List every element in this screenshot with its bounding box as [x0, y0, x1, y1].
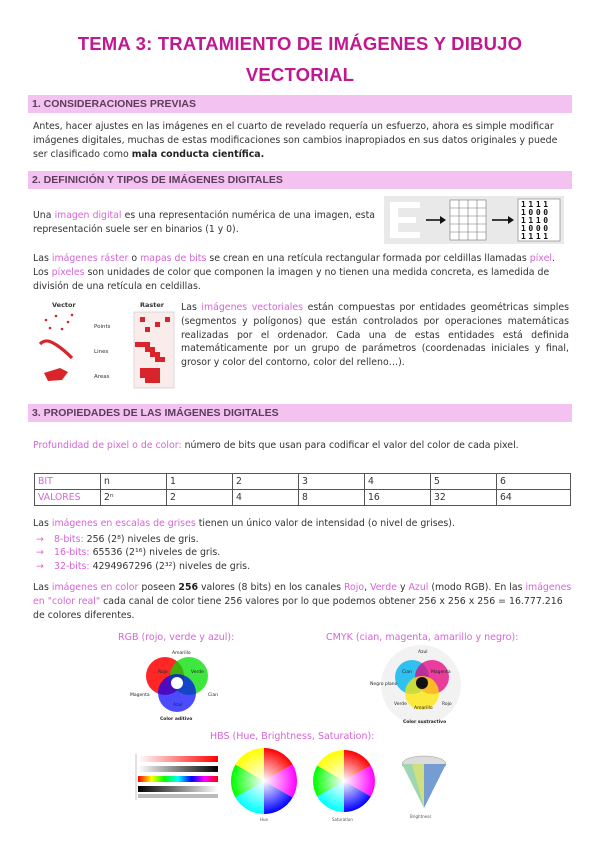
- hue-bar: [138, 776, 218, 782]
- color-text: Las: [33, 582, 52, 593]
- raster-term: imágenes ráster: [51, 253, 129, 264]
- cmyk-label: Verde: [394, 702, 407, 707]
- section-1-paragraph: [33, 120, 569, 161]
- arrow-icon: →: [36, 547, 44, 559]
- color-text: (modo RGB). En las: [428, 582, 526, 593]
- hbs-bars: [130, 752, 222, 802]
- table-cell: BIT: [35, 474, 101, 490]
- color-text: cada canal de color tiene 256 valores por lo que podemos obtener 256 x 256 x 256 = 16.777.216 de colores diferentes.: [33, 595, 563, 621]
- hbs-wheels: [228, 745, 418, 823]
- vector-term: imágenes vectoriales: [201, 302, 304, 313]
- raster-text: Las: [33, 253, 52, 264]
- rgb-label: Cian: [208, 693, 219, 698]
- grayscale-bar-2: [138, 786, 218, 792]
- list-item: [36, 546, 436, 559]
- vector-paragraph: [181, 301, 569, 370]
- section-heading-1: 1. CONSIDERACIONES PREVIAS: [28, 95, 572, 113]
- cmyk-caption: CMYK (cian, magenta, amarillo y negro):: [326, 632, 519, 643]
- cmyk-diagram: [368, 643, 474, 727]
- pixel-grid: [450, 200, 486, 240]
- binary-row: 1110: [521, 216, 551, 225]
- pixels-term: píxeles: [51, 266, 85, 278]
- section-heading-3: 3. PROPIEDADES DE LAS IMÁGENES DIGITALES: [28, 404, 572, 422]
- binary-row: 1000: [521, 224, 551, 233]
- bitmap-term: mapas de bits: [140, 253, 207, 264]
- page-title-line2: VECTORIAL: [245, 64, 355, 85]
- cmyk-label: Amarillo: [414, 706, 433, 711]
- table-cell: VALORES: [35, 490, 101, 506]
- section-1-bold: mala conducta científica.: [131, 148, 265, 160]
- table-cell: n: [101, 474, 167, 490]
- cmyk-label: Cian: [402, 670, 413, 675]
- list-value: 4294967296 (2³²) niveles de gris.: [89, 560, 251, 572]
- list-value: 256 (2⁸) niveles de gris.: [83, 534, 199, 545]
- saturation-label: Saturation: [332, 817, 353, 822]
- arrow-icon: →: [36, 534, 44, 545]
- table-cell: 3: [299, 474, 365, 490]
- binary-image-figure: [384, 196, 564, 244]
- table-cell: 1: [167, 474, 233, 490]
- gray-term: imágenes en escalas de grises: [51, 518, 196, 529]
- rgb-label: Azul: [173, 703, 183, 708]
- true-color-term: imágenes en "color real": [33, 582, 572, 607]
- gray-text: Las: [33, 518, 52, 529]
- color-text: ,: [364, 582, 371, 593]
- table-cell: 6: [497, 474, 571, 490]
- arrow-icon: →: [36, 560, 44, 572]
- vector-label: Vector: [52, 301, 76, 309]
- cmyk-label: Azul: [418, 650, 428, 655]
- rgb-diagram: [128, 646, 228, 724]
- color-bold: 256: [178, 582, 198, 593]
- table-cell: 2ⁿ: [101, 490, 167, 506]
- table-cell: 2: [167, 490, 233, 506]
- list-item: [36, 560, 436, 573]
- vector-text: están compuestas por entidades geométricas simples (segmentos y polígonos) que están controlados por operaciones matemáticas realizadas por el ordenador. Cada una de estas entidades está definida matemáticamente por un grupo de parámetros (coordenadas iniciales y final, grosor y color del contorno, color del relleno…).: [181, 302, 569, 369]
- blue-term: Azul: [408, 582, 429, 593]
- green-term: Verde: [370, 582, 397, 593]
- definition-paragraph: [33, 209, 375, 237]
- bits-table: [34, 473, 571, 506]
- vector-line: [40, 341, 72, 358]
- hbs-cone: [398, 750, 450, 822]
- rgb-label: Amarillo: [172, 651, 191, 656]
- brightness-label: Brightness: [410, 814, 432, 819]
- list-key: 32-bits:: [54, 560, 90, 572]
- gray-bar: [138, 794, 218, 798]
- cone-face: [424, 764, 446, 808]
- vector-raster-figure: [34, 298, 176, 390]
- points-label: Points: [94, 324, 111, 330]
- depth-text: número de bits que usan para codificar el valor del color de cada pixel.: [181, 440, 519, 451]
- vector-text: Las: [181, 302, 202, 313]
- rgb-label: Rojo: [158, 670, 168, 675]
- depth-paragraph: [33, 439, 569, 453]
- hue-label: Hue: [260, 817, 269, 822]
- areas-label: Areas: [94, 374, 110, 380]
- cmyk-label: Negro plano: [370, 682, 398, 687]
- binary-row: 1000: [521, 208, 551, 217]
- bit-depth-list: [36, 533, 436, 573]
- color-text: poseen: [138, 582, 179, 593]
- color-term: imágenes en color: [51, 582, 139, 593]
- white-center: [171, 677, 183, 689]
- cmyk-label: Rojo: [442, 702, 452, 707]
- raster-text: son unidades de color que componen la imagen y no tienen una medida concreta, es lamedida de división de una retícula en celdillas.: [33, 266, 550, 292]
- grayscale-paragraph: [33, 517, 569, 531]
- cmyk-label: Magenta: [431, 670, 451, 675]
- table-cell: 32: [431, 490, 497, 506]
- binary-row: 1111: [521, 200, 551, 209]
- red-term: Rojo: [343, 582, 365, 593]
- raster-text: se crean en una retícula rectangular formada por celdillas llamadas: [206, 253, 530, 264]
- raster-text: . Los: [33, 253, 555, 278]
- list-value: 65536 (2¹⁶) niveles de gris.: [89, 547, 221, 559]
- section-heading-2: 2. DEFINICIÓN Y TIPOS DE IMÁGENES DIGITALES: [28, 171, 572, 189]
- raster-label: Raster: [140, 301, 164, 309]
- def-text-c: es una representación numérica de una imagen, esta representación suele ser en binarios (1 y 0).: [33, 210, 375, 235]
- raster-grid: [134, 312, 174, 388]
- table-cell: 4: [233, 490, 299, 506]
- rgb-caption: RGB (rojo, verde y azul):: [118, 632, 235, 643]
- hue-wheel: [231, 748, 297, 814]
- vector-points: [45, 314, 74, 331]
- table-row: [35, 474, 571, 490]
- binary-row: 1111: [521, 232, 551, 241]
- color-text: y: [396, 582, 409, 593]
- raster-paragraph: [33, 252, 569, 293]
- depth-term: Profundidad de pixel o de color:: [33, 440, 182, 451]
- red-saturation-bar: [138, 756, 218, 762]
- pixel-term: píxel: [529, 253, 552, 264]
- table-row: [35, 490, 571, 506]
- table-cell: 4: [365, 474, 431, 490]
- hbs-caption: HBS (Hue, Brightness, Saturation):: [210, 731, 375, 742]
- color-paragraph: [33, 581, 573, 622]
- table-cell: 64: [497, 490, 571, 506]
- section-1-text: Antes, hacer ajustes en las imágenes en el cuarto de revelado requería un esfuerzo, ahora es simple modificar imágenes digitales, muchas de estas modificaciones son cambios inapropiados en sus datos originales y puede ser clasificado como: [33, 121, 558, 160]
- table-cell: 2: [233, 474, 299, 490]
- black-center: [416, 677, 428, 689]
- list-key: 16-bits:: [54, 547, 90, 559]
- table-cell: 16: [365, 490, 431, 506]
- table-cell: 8: [299, 490, 365, 506]
- letter-e-shape: [390, 202, 420, 238]
- color-text: valores (8 bits) en los canales: [198, 582, 344, 593]
- list-item: [36, 533, 436, 546]
- page-title: TEMA 3: TRATAMIENTO DE IMÁGENES Y DIBUJO: [77, 33, 523, 54]
- table-cell: 5: [431, 474, 497, 490]
- cmyk-caption-label: Color sustractivo: [403, 720, 447, 725]
- rgb-label: Magenta: [130, 693, 150, 698]
- gray-text: tienen un único valor de intensidad (o nivel de grises).: [195, 518, 455, 529]
- rgb-caption-label: Color aditivo: [160, 717, 193, 722]
- def-text-a: Una: [33, 210, 55, 221]
- def-term: imagen digital: [54, 210, 122, 221]
- list-key: 8-bits:: [54, 534, 84, 545]
- saturation-wheel: [313, 750, 375, 812]
- rgb-label: Verde: [191, 670, 204, 675]
- lines-label: Lines: [94, 349, 109, 355]
- grayscale-bar-1: [138, 766, 218, 772]
- vector-area: [44, 368, 68, 381]
- raster-text: o: [128, 253, 141, 264]
